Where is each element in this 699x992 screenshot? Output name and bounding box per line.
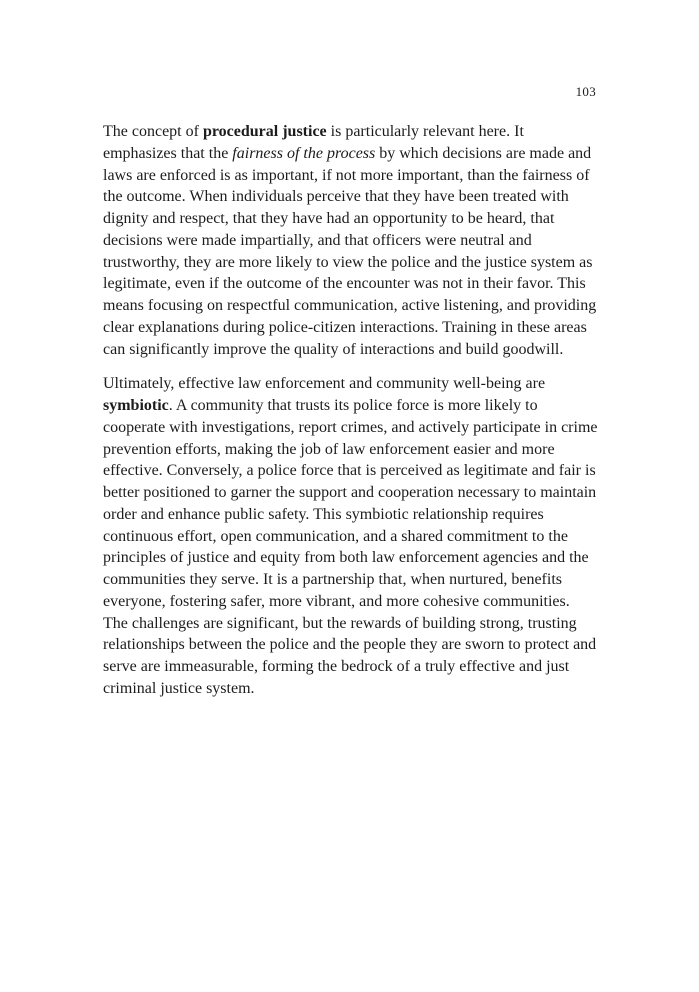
text-segment-italic: fairness of the process [232,144,376,162]
text-segment-bold: procedural justice [202,123,327,140]
text-segment: . A community that trusts its police force is more likely to cooperate with investigations, report crimes, and actively participate in crime prevention efforts, making the job of law enforcement easier and more effective. Conversely, a police force that is perceived as legitimate and fair is better positioned to garner the support and cooperation necessary to maintain order and enhance public safety. This symbiotic relationship requires continuous effort, open communication, and a shared commitment to the principles of justice and equity from both law enforcement agencies and the communities they serve. It is a partnership that, when nurtured, benefits everyone, fostering safer, more vibrant, and more cohesive communities. The challenges are significant, but the rewards of building strong, trusting relationships between the police and the people they are sworn to protect and serve are immeasurable, forming the bedrock of a truly effective and just criminal justice system. [103,397,598,697]
text-segment: is particularly relevant here. It emphasizes that the [103,123,524,162]
text-segment: Ultimately, effective law enforcement and community well-being are [103,375,546,393]
text-segment: by which decisions are made and laws are enforced is as important, if not more important, than the fairness of the outcome. When individuals perceive that they have been treated with dignity and respect, that they have had an opportunity to be heard, that decisions were made impartially, and that officers were neutral and trustworthy, they are more likely to view the police and the justice system as legitimate, even if the outcome of the encounter was not in their favor. This means focusing on respectful communication, active listening, and providing clear explanations during police-citizen interactions. Training in these areas can significantly improve the quality of interactions and build goodwill. [103,144,597,358]
paragraph [103,373,598,699]
text-segment: The concept of [103,123,203,140]
paragraph [103,121,598,360]
page-number: 103 [575,84,596,99]
text-segment-bold: symbiotic [103,397,169,414]
page-content [103,121,598,713]
